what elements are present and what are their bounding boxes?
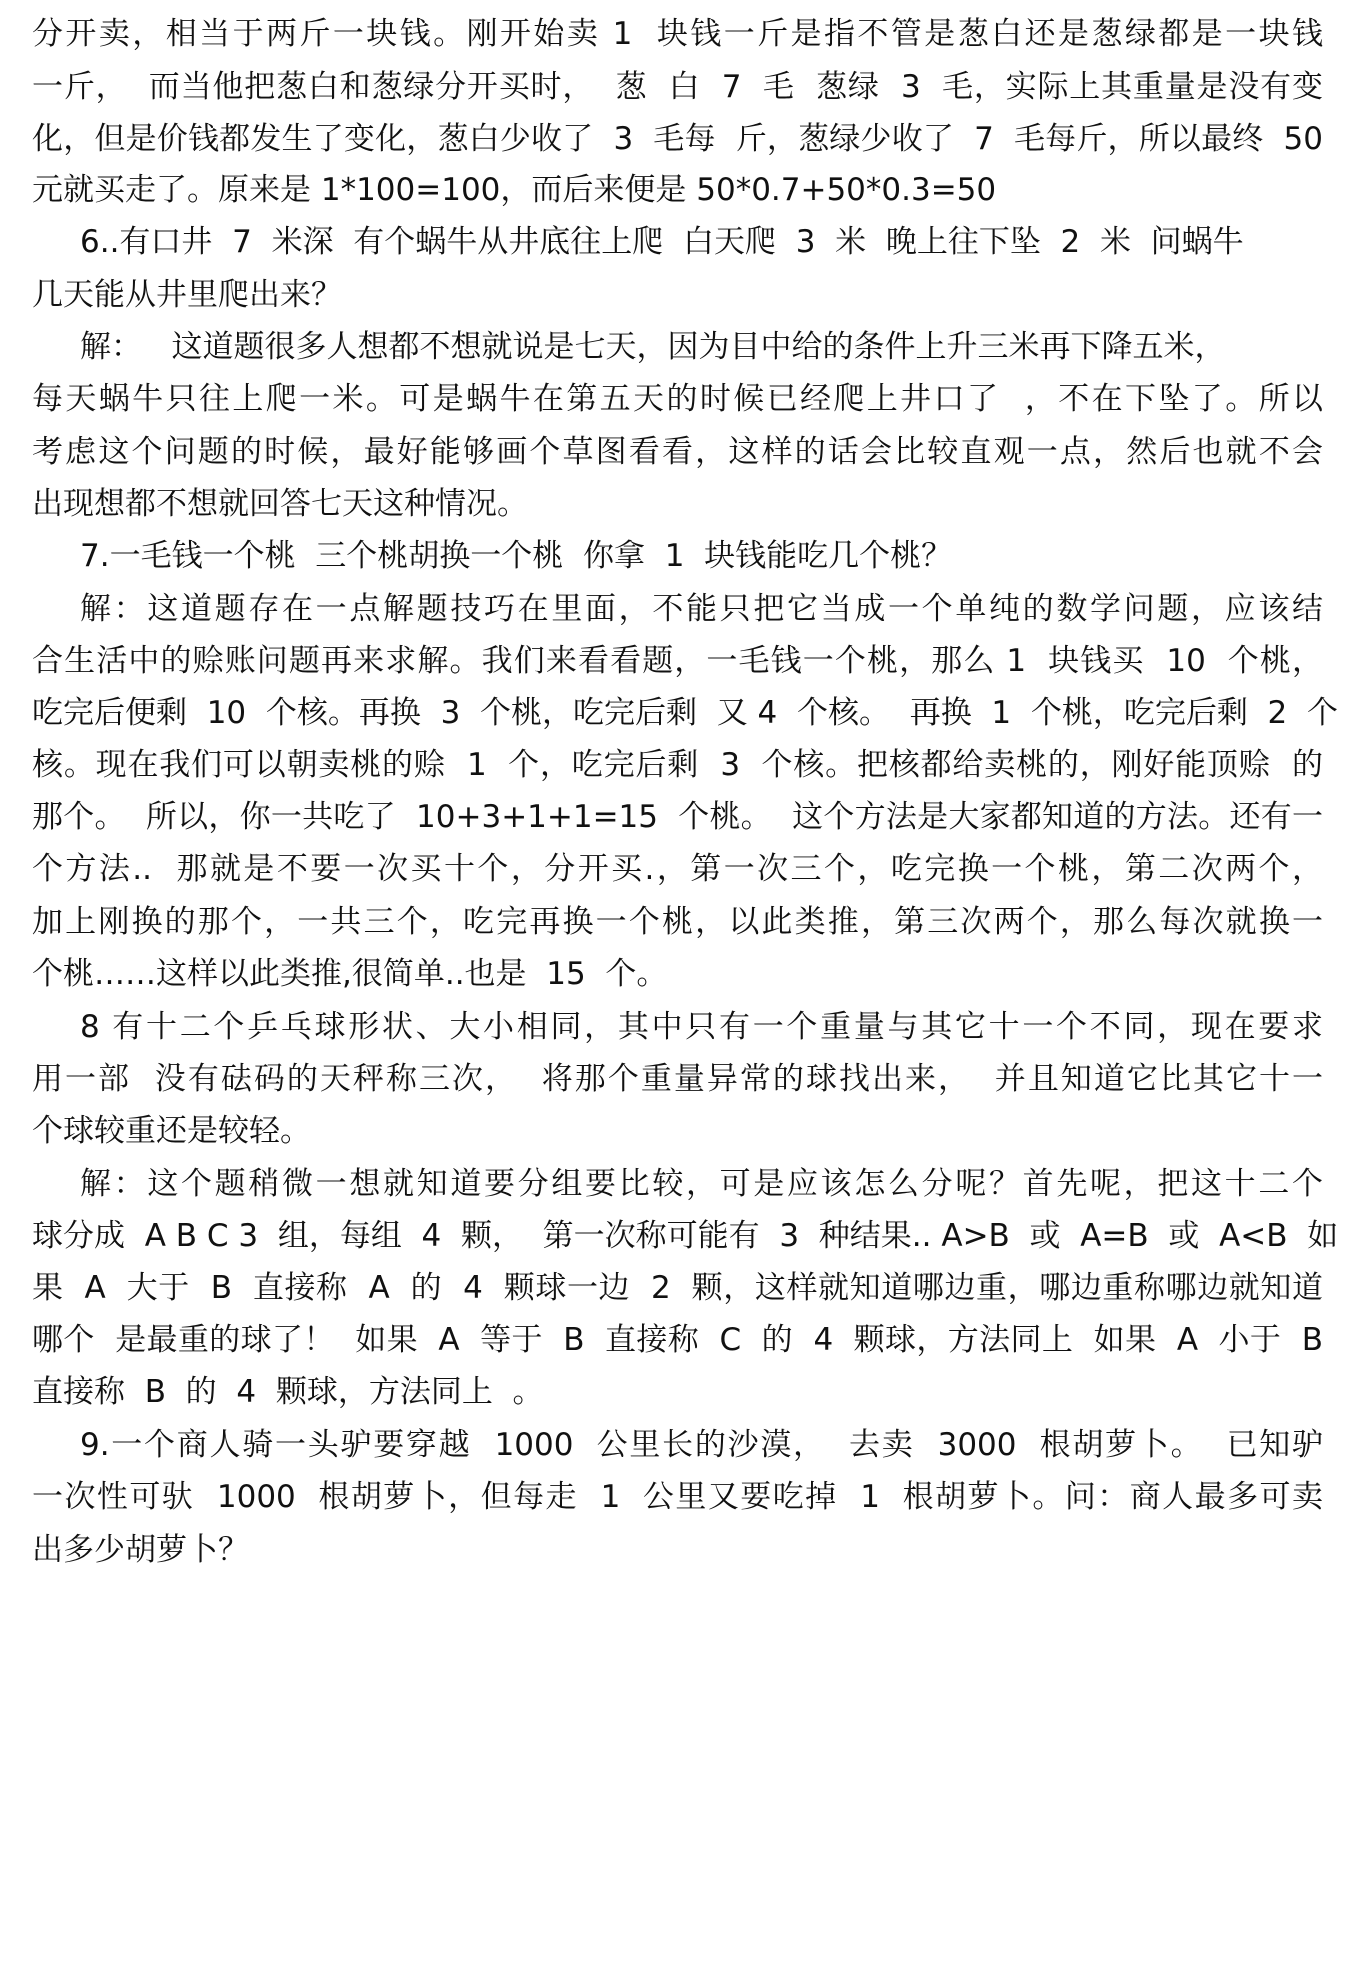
text-line: 核。现在我们可以朝卖桃的赊 1 个，吃完后剩 3 个核。把核都给卖桃的，刚好能顶赊 的 [32,747,1323,783]
text-line: 合生活中的赊账问题再来求解。我们来看看题，一毛钱一个桃，那么 1 块钱买 10 个桃， [32,643,1323,679]
text-line: 每天蜗牛只往上爬一米。可是蜗牛在第五天的时候已经爬上井口了 ，不在下坠了。所以 [32,381,1323,417]
text-line: 解： 这道题很多人想都不想就说是七天，因为目中给的条件上升三米再下降五米， [80,329,1226,365]
text-line: 化，但是价钱都发生了变化，葱白少收了 3 毛每 斤，葱绿少收了 7 毛每斤，所以最终 50 [32,121,1323,157]
text-line: 果 A 大于 B 直接称 A 的 4 颗球一边 2 颗，这样就知道哪边重，哪边重称哪边就知道 [32,1270,1323,1306]
text-line: 几天能从井里爬出来？ [32,277,342,313]
text-line: 个球较重还是较轻。 [32,1113,311,1149]
text-line: 解：这道题存在一点解题技巧在里面，不能只把它当成一个单纯的数学问题，应该结 [80,591,1323,627]
text-line: 那个。 所以，你一共吃了 10+3+1+1=15 个桃。 这个方法是大家都知道的方法。还有一 [32,799,1323,835]
text-line: 出现想都不想就回答七天这种情况。 [32,486,528,522]
text-line: 出多少胡萝卜？ [32,1532,249,1568]
text-line: 一斤， 而当他把葱白和葱绿分开买时， 葱 白 7 毛 葱绿 3 毛，实际上其重量是没有变 [32,69,1323,105]
text-line: 吃完后便剩 10 个核。再换 3 个桃，吃完后剩 又 4 个核。 再换 1 个桃，吃完后剩 2 个 [32,695,1338,731]
text-line: 个方法.. 那就是不要一次买十个，分开买.，第一次三个，吃完换一个桃，第二次两个， [32,851,1323,887]
text-line: 用一部 没有砝码的天秤称三次， 将那个重量异常的球找出来， 并且知道它比其它十一 [32,1061,1323,1097]
text-line: 哪个 是最重的球了！ 如果 A 等于 B 直接称 C 的 4 颗球，方法同上 如果 A 小于 B [32,1322,1323,1358]
text-line: 6..有口井 7 米深 有个蜗牛从井底往上爬 白天爬 3 米 晚上往下坠 2 米 问蜗牛 [80,224,1244,260]
text-line: 考虑这个问题的时候，最好能够画个草图看看，这样的话会比较直观一点，然后也就不会 [32,434,1323,470]
text-line: 9.一个商人骑一头驴要穿越 1000 公里长的沙漠， 去卖 3000 根胡萝卜。 已知驴 [80,1427,1323,1463]
text-line: 个桃……这样以此类推,很简单..也是 15 个。 [32,956,668,992]
text-line: 直接称 B 的 4 颗球，方法同上 。 [32,1374,544,1410]
text-line: 加上刚换的那个，一共三个，吃完再换一个桃，以此类推，第三次两个，那么每次就换一 [32,904,1323,940]
text-line: 8 有十二个乒乓球形状、大小相同，其中只有一个重量与其它十一个不同，现在要求 [80,1009,1323,1045]
text-line: 解：这个题稍微一想就知道要分组要比较，可是应该怎么分呢？首先呢，把这十二个 [80,1166,1323,1202]
text-line: 7.一毛钱一个桃 三个桃胡换一个桃 你拿 1 块钱能吃几个桃？ [80,538,953,574]
text-line: 球分成 A B C 3 组，每组 4 颗， 第一次称可能有 3 种结果.. A>B 或 A=B 或 A<B 如 [32,1218,1339,1254]
text-line: 分开卖，相当于两斤一块钱。刚开始卖 1 块钱一斤是指不管是葱白还是葱绿都是一块钱 [32,16,1323,52]
text-line: 一次性可驮 1000 根胡萝卜，但每走 1 公里又要吃掉 1 根胡萝卜。问：商人最多可卖 [32,1479,1323,1515]
text-line: 元就买走了。原来是 1*100=100，而后来便是 50*0.7+50*0.3=50 [32,172,997,208]
